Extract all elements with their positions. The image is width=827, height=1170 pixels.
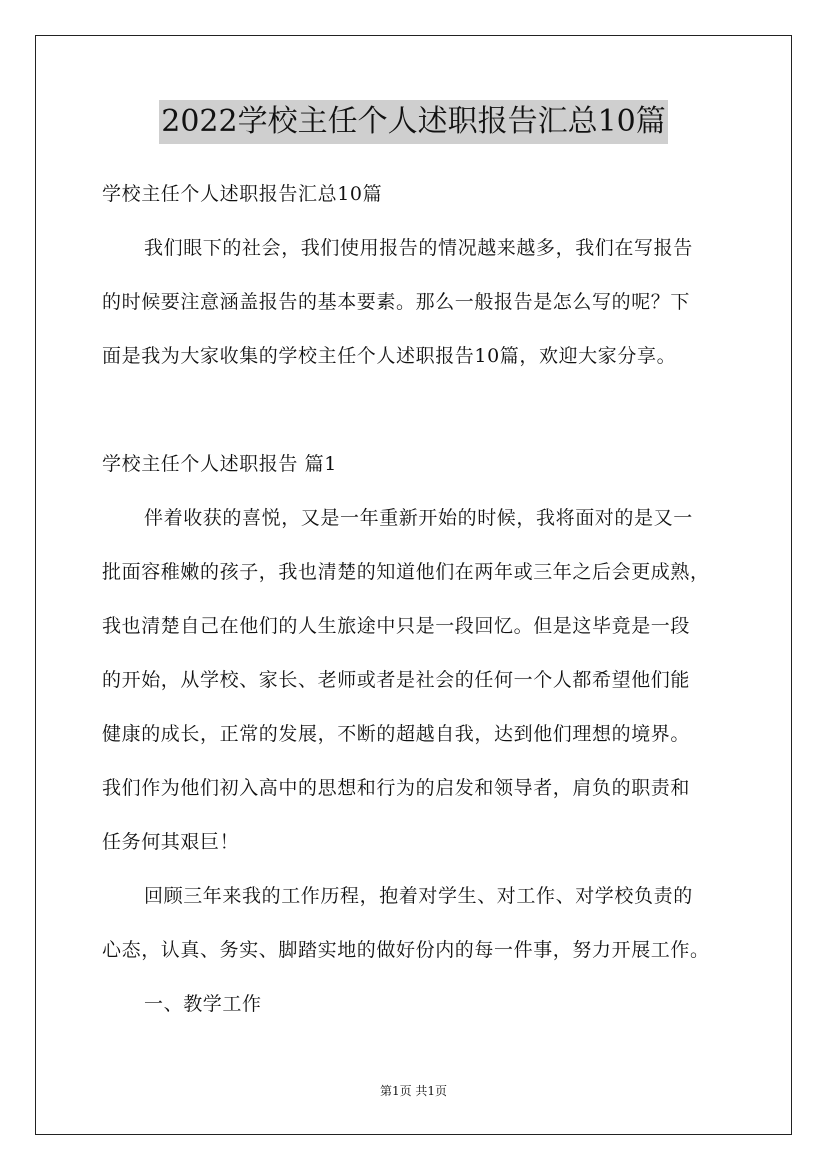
item-heading-1: 一、教学工作 bbox=[144, 993, 262, 1015]
intro-line-3: 面是我为大家收集的学校主任个人述职报告10篇，欢迎大家分享。 bbox=[102, 345, 677, 367]
subtitle: 学校主任个人述职报告汇总10篇 bbox=[102, 183, 383, 205]
page-footer: 第1页 共1页 bbox=[379, 1084, 448, 1098]
intro-line-1: 我们眼下的社会，我们使用报告的情况越来越多，我们在写报告 bbox=[144, 237, 693, 259]
para1-line-2: 批面容稚嫩的孩子，我也清楚的知道他们在两年或三年之后会更成熟， bbox=[102, 561, 710, 583]
para2-line-2: 心态，认真、务实、脚踏实地的做好份内的每一件事，努力开展工作。 bbox=[102, 939, 710, 961]
para1-line-5: 健康的成长，正常的发展，不断的超越自我，达到他们理想的境界。 bbox=[102, 723, 691, 745]
title-area bbox=[0, 100, 827, 144]
intro-line-2: 的时候要注意涵盖报告的基本要素。那么一般报告是怎么写的呢？下 bbox=[102, 291, 691, 313]
para1-line-3: 我也清楚自己在他们的人生旅途中只是一段回忆。但是这毕竟是一段 bbox=[102, 615, 691, 637]
document-title: 2022学校主任个人述职报告汇总10篇 bbox=[159, 100, 668, 144]
para1-line-1: 伴着收获的喜悦，又是一年重新开始的时候，我将面对的是又一 bbox=[144, 507, 693, 529]
para1-line-4: 的开始，从学校、家长、老师或者是社会的任何一个人都希望他们能 bbox=[102, 669, 691, 691]
para1-line-6: 我们作为他们初入高中的思想和行为的启发和领导者，肩负的职责和 bbox=[102, 777, 691, 799]
section-heading: 学校主任个人述职报告 篇1 bbox=[102, 453, 337, 475]
para2-line-1: 回顾三年来我的工作历程，抱着对学生、对工作、对学校负责的 bbox=[144, 885, 693, 907]
para1-line-7: 任务何其艰巨！ bbox=[102, 831, 240, 853]
